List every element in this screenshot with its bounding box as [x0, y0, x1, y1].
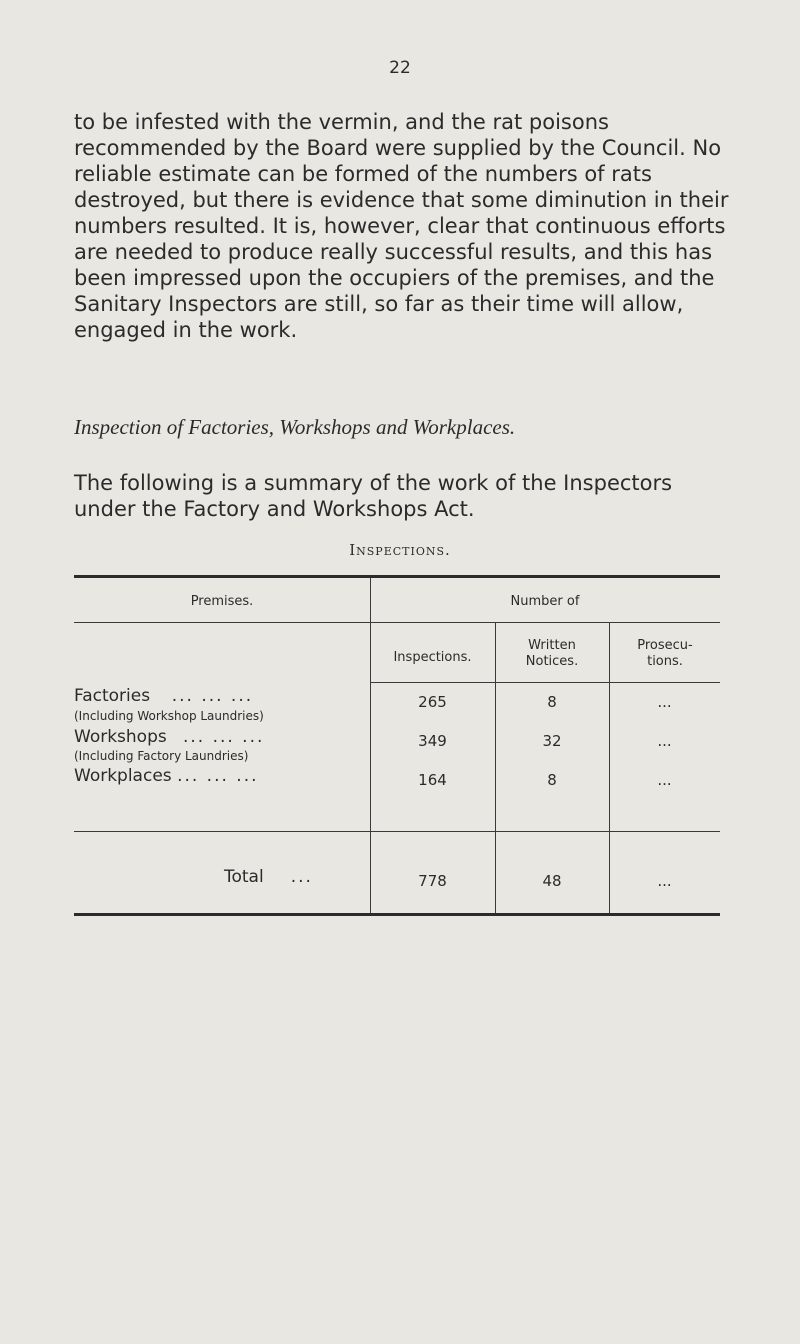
header-number-of: Number of [510, 594, 580, 609]
cell-prosecutions: ... [657, 732, 672, 750]
total-label: Total ... [224, 867, 313, 887]
cell-prosecutions: ... [657, 771, 672, 789]
total-rule [74, 831, 720, 832]
header-written-notices: Written Notices. [525, 638, 579, 669]
inspections-table [74, 575, 720, 916]
subheader-rule [370, 682, 720, 683]
table-title: Inspections. [349, 541, 451, 559]
page-number: 22 [389, 58, 411, 78]
table-row-label: Workshops ... ... ... [74, 727, 265, 747]
body-paragraph-1: to be infested with the vermin, and the rat poisons recommended by the Board were supplied by the Council. No reliable estimate can be formed of the numbers of rats destroyed, but there is evidence that some diminution in their numbers resulted. It is, however, clear that continuous efforts are needed to produce really successful results, and this has been impressed upon the occupiers of the premises, and the Sanitary Inspectors are still, so far as their time will allow, engaged in the work. [74, 110, 729, 342]
premises-header-rule [74, 622, 370, 623]
table-row-label: Factories ... ... ... [74, 686, 254, 706]
table-top-rule [74, 575, 720, 578]
table-bottom-rule [74, 913, 720, 916]
header-inspections: Inspections. [393, 650, 472, 665]
header-premises: Premises. [190, 594, 254, 609]
table-row-sublabel: (Including Workshop Laundries) [74, 709, 264, 723]
body-paragraph-2: The following is a summary of the work of the Inspectors under the Factory and Workshops Act. [74, 471, 673, 521]
table-row-label: Workplaces ... ... ... [74, 766, 259, 786]
cell-notices: 8 [547, 693, 557, 711]
cell-prosecutions: ... [657, 693, 672, 711]
total-prosecutions: ... [657, 872, 672, 890]
cell-inspections: 164 [418, 771, 447, 789]
cell-inspections: 349 [418, 732, 447, 750]
total-notices: 48 [542, 872, 562, 890]
total-inspections: 778 [418, 872, 447, 890]
cell-notices: 32 [542, 732, 562, 750]
cell-inspections: 265 [418, 693, 447, 711]
header-prosecutions: Prosecu- tions. [637, 638, 693, 669]
cell-notices: 8 [547, 771, 557, 789]
table-row-sublabel: (Including Factory Laundries) [74, 749, 249, 763]
section-heading: Inspection of Factories, Workshops and Workplaces. [74, 415, 516, 439]
number-of-rule [370, 622, 720, 623]
